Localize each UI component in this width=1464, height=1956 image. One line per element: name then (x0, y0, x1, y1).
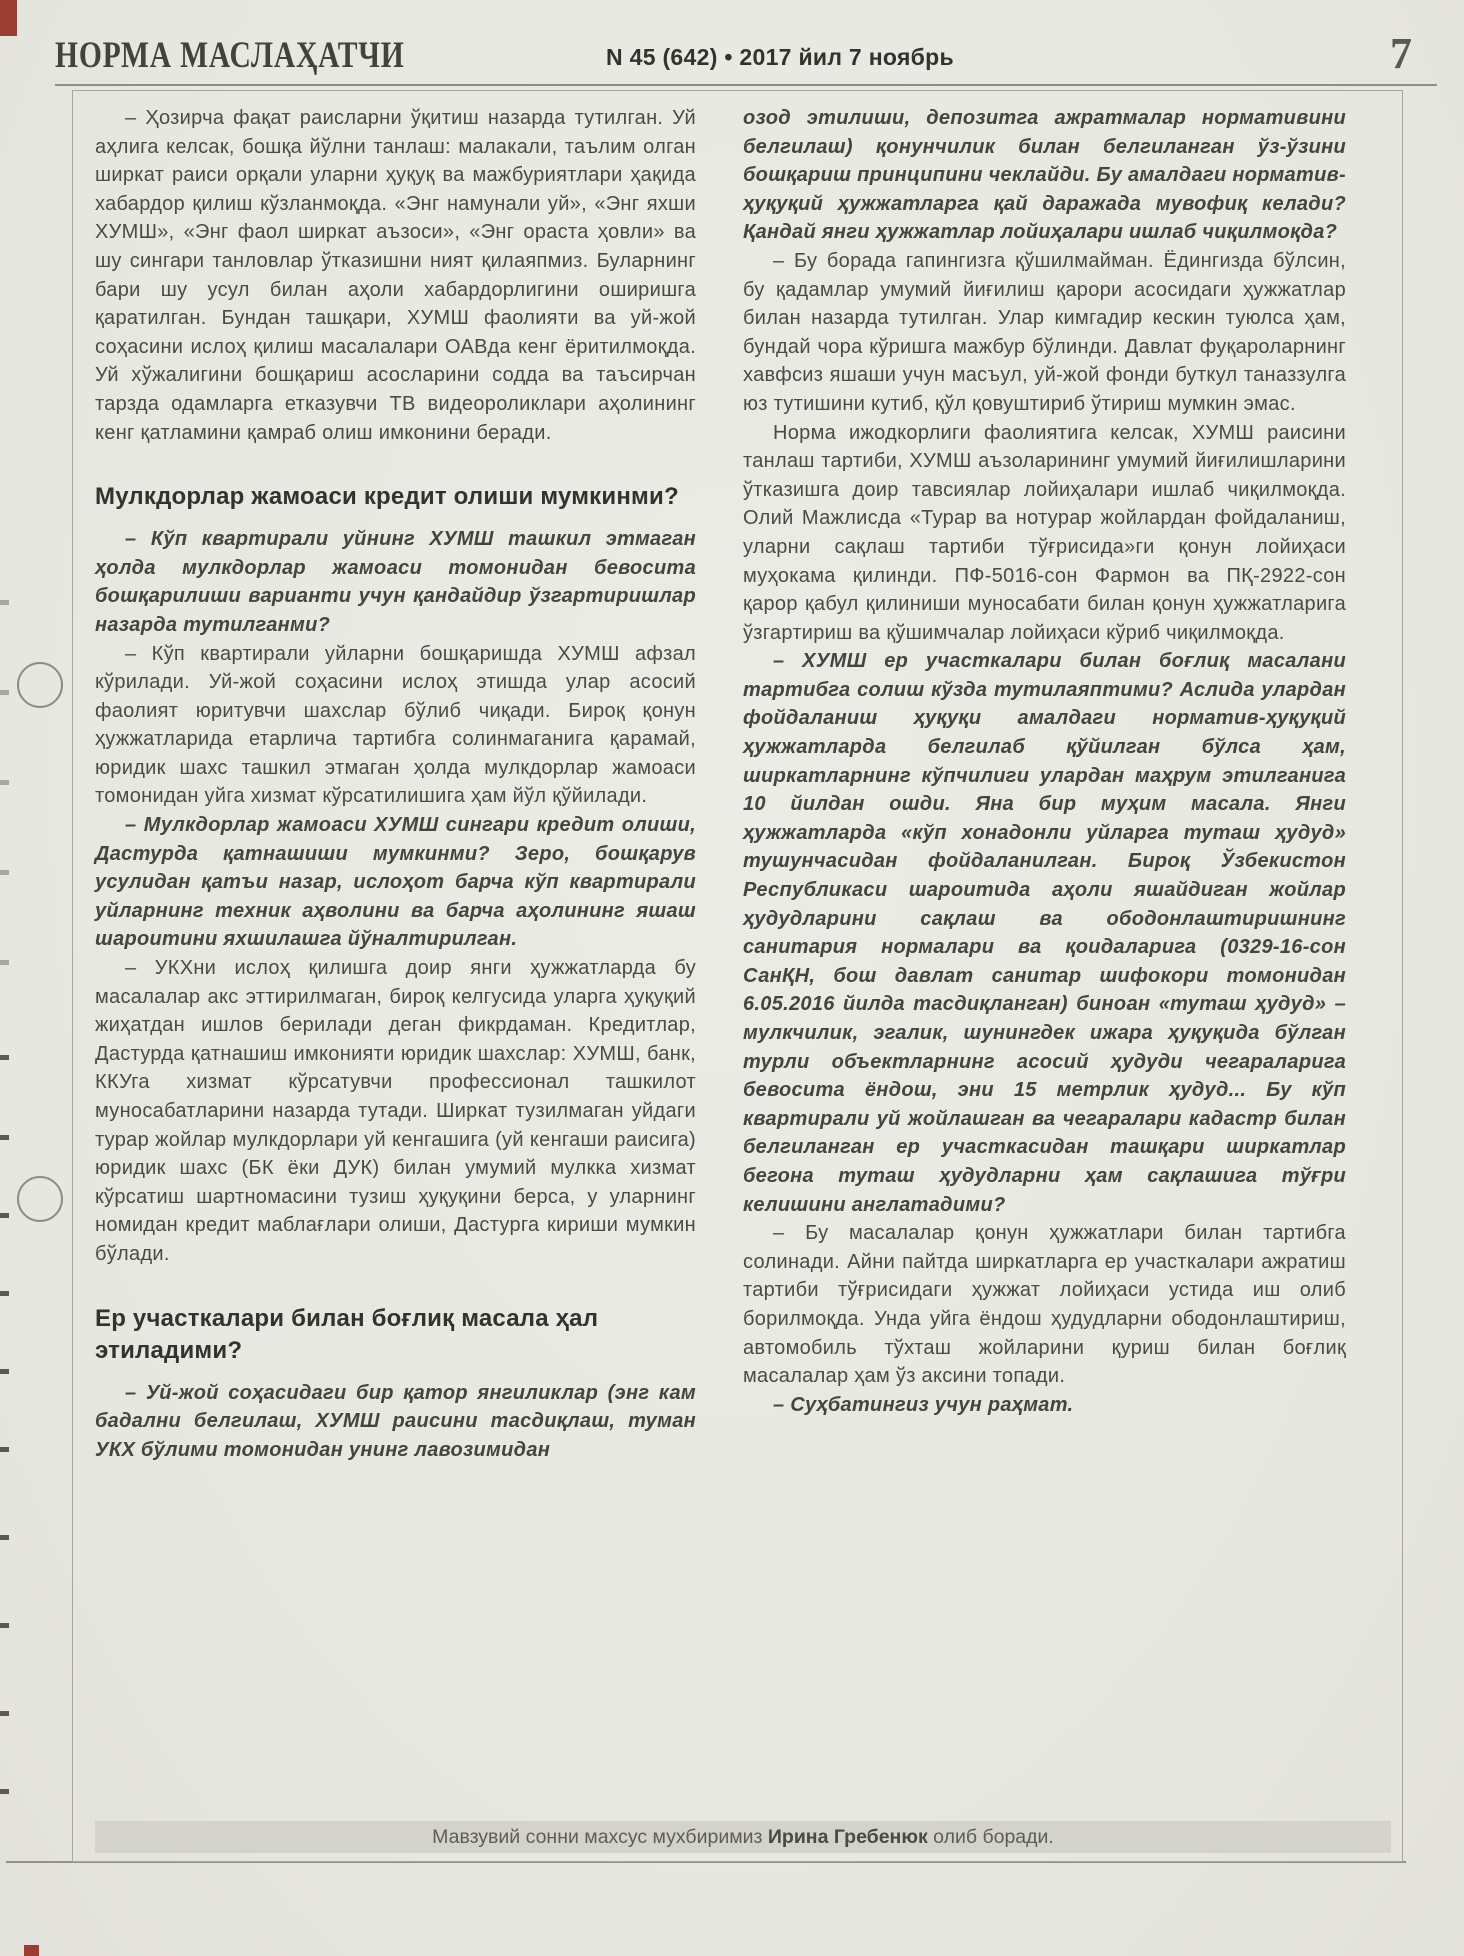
page-number: 7 (1390, 29, 1412, 78)
issue-date-line: N 45 (642) • 2017 йил 7 ноябрь (606, 44, 954, 70)
footer-credit-bar (95, 1821, 1391, 1853)
interview-answer-paragraph: Норма ижодкорлиги фаолиятига келсак, ХУМШ раисини танлаш тартиби, ХУМШ аъзоларининг умумий йиғилишларини ўтказишга доир тавсиялар лойиҳалари ишлаб чиқилмоқда. Олий Мажлисда «Турар ва нотурар жойлардан фойдаланиш, уларни сақлаш тартиби тўғрисида»ги қонун лойиҳаси муҳокама қилинди. ПФ-5016-сон Фармон ва ПҚ-2922-сон қарор қабул қилиниши муносабати билан қонун ҳужжатларига ўзгартириш ва қўшимчалар лойиҳаси кўриб чиқилмоқда. (743, 421, 1346, 644)
interview-question-paragraph: озод этилиши, депозитга ажратмалар нормативини белгилаш) қонунчилик билан белгиланган ўз-ўзини бошқариш принципини чеклайди. Бу амалдаги норматив-ҳуқуқий ҳужжатларга қай даражада мувофиқ келади? Қандай янги ҳужжатлар лойиҳалари ишлаб чиқилмоқда? (743, 107, 1346, 244)
edge-tick-mark (0, 1369, 9, 1374)
left-column (95, 104, 696, 1464)
edge-tick-mark (0, 1789, 9, 1794)
interview-answer-paragraph: – УКХни ислоҳ қилишга доир янги ҳужжатларда бу масалалар акс эттирилмаган, бироқ келгусида уларга ҳуқуқий жиҳатдан ишлов берилади деган фикрдаман. Кредитлар, Дастурда қатнашиш имконияти юридик шахслар: ХУМШ, банк, ККУга хизмат кўрсатувчи профессионал ташкилот муносабатларини назарда тутади. Ширкат тузилмаган уйдаги турар жойлар мулкдорлари уй кенгашига (уй кенгаши раисига) юридик шахс (БК ёки ДУК) билан умумий мулкка хизмат кўрсатиш шартномасини тузиш ҳуқуқини берса, у уларнинг номидан кредит маблағлари олиши, Дастурга кириши мумкин бўлади. (95, 957, 696, 1265)
edge-tick-mark (0, 1213, 9, 1218)
interview-question-paragraph: – Уй-жой соҳасидаги бир қатор янгиликлар (энг кам бадални белгилаш, ХУМШ раисини тасдиқлаш, туман УКХ бўлими томонидан унинг лавозимидан (95, 1381, 696, 1461)
edge-tick-mark (0, 1623, 9, 1628)
corner-ink-mark (24, 1945, 39, 1956)
footer-credit-prefix: Мавзувий сонни махсус мухбиримиз (432, 1825, 768, 1848)
correspondent-name: Ирина Гребенюк (767, 1825, 928, 1848)
edge-tick-mark (0, 600, 9, 605)
edge-tick-mark (0, 1447, 9, 1452)
edge-tick-mark (0, 960, 9, 965)
edge-tick-mark (0, 690, 9, 695)
interview-question-paragraph: – Мулкдорлар жамоаси ХУМШ сингари кредит олиши, Дастурда қатнашиши мумкинми? Зеро, бошқарув усулидан қатъи назар, ислоҳот барча кўп квартирали уйларнинг техник аҳволини ва барча аҳолининг яшаш шароитини яхшилашга йўналтирилган. (95, 814, 696, 951)
interview-question-paragraph: – Суҳбатингиз учун раҳмат. (773, 1393, 1074, 1416)
section-heading: Ер участкалари билан боғлиқ масала ҳал этиладими? (95, 1304, 599, 1364)
interview-answer-paragraph: – Ҳозирча фақат раисларни ўқитиш назарда тутилган. Уй аҳлига келсак, бошқа йўлни танлаш: малакали, таълим олган ширкат раиси орқали уларни ҳуқуқ ва мажбуриятлари ҳақида хабардор қилиш кўзланмоқда. «Энг намунали уй», «Энг яхши ХУМШ», «Энг фаол ширкат аъзоси», «Энг ораста ҳовли» ва шу сингари танловлар ўтказишни ният қилаяпмиз. Буларнинг бари шу усул билан аҳоли хабардорлигини оширишга қаратилган. Бундан ташқари, ХУМШ фаолияти ва уй-жой соҳасини ислоҳ қилиш масалалари ОАВда кенг ёритилмоқда. Уй хўжалигини бошқариш асосларини содда ва таъсирчан тарзда одамларга етказувчи ТВ видеороликлари аҳолининг кенг қатламини қамраб олиш имконини беради. (95, 107, 696, 444)
edge-tick-mark (0, 1055, 9, 1060)
hole-punch-mark (17, 1176, 63, 1222)
interview-answer-paragraph: – Бу борада гапингизга қўшилмайман. Ёдингизда бўлсин, бу қадамлар умумий йиғилиш қарори асосидаги ҳужжатлар билан назарда тутилган. Улар кимгадир кескин туюлса ҳам, бундай чора кўришга мажбур бўлинди. Давлат фуқароларнинг хавфсиз яшаши учун масъул, уй-жой фонди буткул таназзулга юз тутишини кутиб, қўл қовуштириб ўтириш мумкин эмас. (743, 249, 1346, 415)
footer-credit-suffix: олиб боради. (927, 1825, 1054, 1848)
edge-tick-mark (0, 780, 9, 785)
header-rule (55, 84, 1437, 86)
hole-punch-mark (17, 662, 63, 708)
edge-tick-mark (0, 1711, 9, 1716)
interview-question-paragraph: – Кўп квартирали уйнинг ХУМШ ташкил этмаган ҳолда мулкдорлар жамоаси томонидан бевосита бошқарилиши варианти учун қандайдир ўзгартиришлар назарда тутилганми? (95, 528, 696, 636)
section-heading: Мулкдорлар жамоаси кредит олиши мумкинми? (95, 483, 679, 511)
edge-tick-mark (0, 870, 9, 875)
interview-answer-paragraph: – Кўп квартирали уйларни бошқаришда ХУМШ афзал кўрилади. Уй-жой соҳасини ислоҳ этишда улар асосий фаолият юритувчи шахслар бўлиб чиқади. Бироқ қонун ҳужжатларида етарлича тартибга солинмаганига қарамай, юридик шахс ташкил этмаган ҳолда мулкдорлар жамоаси томонидан уйга хизмат кўрсатилишига ҳам йўл қўйилади. (95, 642, 696, 808)
newspaper-masthead: НОРМА МАСЛАҲАТЧИ (55, 35, 405, 76)
right-column (743, 104, 1346, 1419)
corner-ink-mark (0, 0, 17, 36)
edge-tick-mark (0, 1291, 9, 1296)
interview-question-paragraph: – ХУМШ ер участкалари билан боғлиқ масалани тартибга солиш кўзда тутилаяптими? Аслида улардан фойдаланиш ҳуқуқи амалдаги норматив-ҳуқуқий ҳужжатларда белгилаб қўйилган бўлса ҳам, ширкатларнинг кўпчилиги улардан маҳрум этилганига 10 йилдан ошди. Яна бир муҳим масала. Янги ҳужжатларда «кўп хонадонли уйларга туташ ҳудуд» тушунчасидан фойдаланилган. Бироқ Ўзбекистон Республикаси шароитида аҳоли яшайдиган жойлар ҳудудларини сақлаш ва ободонлаштиришнинг санитария нормалари ва қоидаларига (0329-16-сон СанҚН, бош давлат санитар шифокори томонидан 6.05.2016 йилда тасдиқланган) биноан «туташ ҳудуд» – мулкчилик, эгалик, шунингдек ижара ҳуқуқида бўлган турли объектларнинг асосий ҳудуди чегараларига бевосита ёндош, эни 15 метрлик ҳудуд... Бу кўп квартирали уй жойлашган ва чегаралари кадастр билан белгиланган ер участкасидан ташқари ширкатлар бегона туташ ҳудудларни ҳам сақлашига тўғри келишини англатадими? (743, 650, 1346, 1216)
interview-answer-paragraph: – Бу масалалар қонун ҳужжатлари билан тартибга солинади. Айни пайтда ширкатларга ер участкалари ажратиш тартиби тўғрисидаги ҳужжат лойиҳаси устида иш олиб борилмоқда. Унда уйга ёндош ҳудудларни ободонлаштириш, автомобиль тўхташ жойларини қуриш билан боғлиқ масалалар ҳам ўз аксини топади. (743, 1222, 1346, 1388)
edge-tick-mark (0, 1135, 9, 1140)
edge-tick-mark (0, 1535, 9, 1540)
